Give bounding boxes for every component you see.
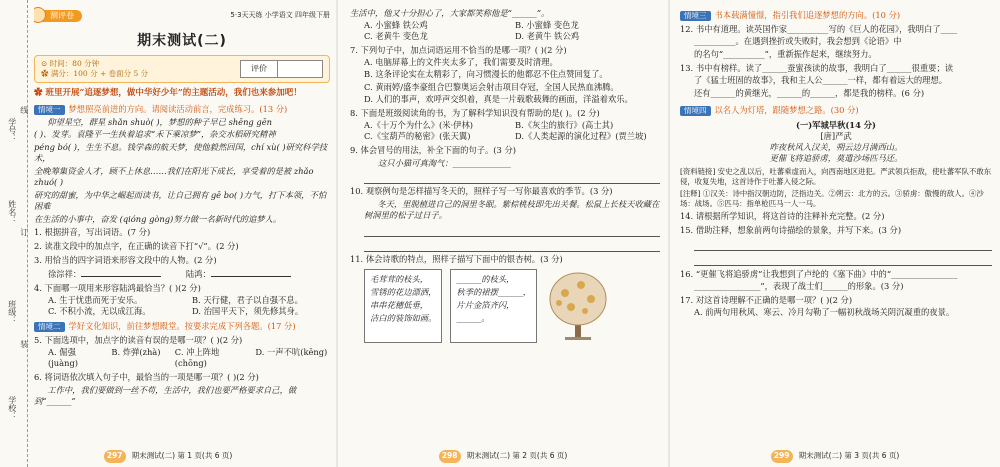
question-1: 1. 根据拼音，写出词语。(7 分): [34, 227, 151, 238]
answer-line[interactable]: [694, 253, 992, 266]
score-label: 评价: [241, 61, 278, 77]
question-6: 6. 将词语依次填入句子中，最恰当的一项是哪一项？( )(2 分): [34, 372, 259, 383]
page-1: [0, 0, 336, 467]
passage-line: ( )、发芽。袁隆平一生执着追求“禾下乘凉梦”，杂交水稻研究精神: [34, 129, 276, 140]
question-6-stem-cont: 生活中，他又十分担心了，大家都笑称他是“______”。: [350, 7, 550, 18]
question-11: 11. 体会诗歌的特点，照样子描写下面中的银杏树。(3 分): [350, 254, 563, 264]
question-17: 17. 对这首诗理解不正确的是哪一项？( )(2 分): [680, 294, 853, 305]
page-number: 299: [771, 450, 793, 463]
question-5-options: [48, 347, 330, 369]
page-2: [338, 0, 668, 467]
question-5: 5. 下面选项中，加点字的读音有误的是哪一项？( )(2 分): [34, 334, 243, 345]
option[interactable]: C.《宝葫芦的秘密》(张天翼): [364, 130, 471, 141]
answer-line[interactable]: [694, 238, 992, 251]
page-3: [670, 0, 1000, 467]
full-score-info: ✿ 满分：100 分 + 卷面分 5 分: [41, 69, 149, 79]
option[interactable]: D. 一声不吭(kēng): [255, 347, 328, 358]
option[interactable]: A. 电脑屏幕上的文件夹太多了，我们需要及时清理。: [364, 57, 558, 68]
annotation-note: [注释] ①汉关：诗中指汉朝边防，泛指边关。②朔云：北方的云。③骄虏：傲慢的敌人。④沙场：战场。⑤匹马：指单枪匹马一人一马。: [680, 188, 984, 208]
question-15: 15. 借助注释，想象前两句诗描绘的景象，并写下来。(3 分): [680, 224, 902, 235]
question-12-line[interactable]: 的名句“__________”，重新振作起来，继续努力。: [694, 49, 877, 60]
q3-answers: 徐淙祥： 陆鸿：: [48, 268, 330, 280]
passage-line: 在生活的小事中，奋发 (qióng gòng)努力做一名新时代的追梦人。: [34, 213, 282, 224]
answer-line[interactable]: [364, 239, 660, 252]
question-10-example: 冬天，里脱植进自己的洞里冬眠。紫棕桃枝即先出关餐。松鼠上长枝天收藏在树洞里的松子过日子。: [364, 199, 660, 221]
option[interactable]: C. 不积小流，无以成江海。: [48, 306, 151, 317]
answer-blank[interactable]: [81, 268, 161, 277]
option[interactable]: B. 天行健，君子以自强不息。: [192, 294, 303, 305]
option[interactable]: C. 冲上阵地(chōng): [174, 347, 220, 369]
question-16[interactable]: 16. “更催飞将追骄虏”让我想到了卢纶的《塞下曲》中的“________________: [680, 268, 958, 279]
page-title: 期末测试(二): [137, 33, 227, 49]
time-info: ⊙ 时间：80 分钟: [41, 58, 100, 68]
section-4-heading: 情境四 以名人为灯塔，跟随梦想之路。(30 分): [680, 105, 992, 116]
option[interactable]: A.《十万个为什么》(米·伊林): [364, 119, 474, 130]
question-8-options: [364, 120, 660, 142]
option[interactable]: A. 倔强(juàng): [48, 347, 78, 369]
side-label-class: 班级：: [7, 300, 17, 324]
question-10: 10. 观察例句是怎样描写冬天的，照样子写一写你最喜欢的季节。(3 分): [350, 186, 613, 197]
option[interactable]: C. 老黄牛 变色龙: [364, 31, 428, 42]
context-note: [资料链接] 安史之乱以后，吐蕃乘虚而入，向西南地区进犯。严武领兵拒敌，使吐蕃军队不敢东侵，收复失地，这首诗作于吐蕃入侵之际。: [680, 167, 992, 187]
question-16-line[interactable]: ________________”，表现了战士们______的形象。(3 分): [694, 281, 904, 292]
reading-heading: (一)军城早秋(14 分): [796, 119, 876, 130]
question-14: 14. 请根据所学知识，将这首诗的注释补充完整。(2 分): [680, 211, 885, 222]
question-12[interactable]: 12. 书中有道理。读英国作家__________写的《巨人的花园》，我明白了____: [680, 23, 958, 34]
question-6-options: [364, 20, 660, 42]
passage-line: 研究的甜蜜，为中华之崛起而读书，让自己拥有 gē bo( )力气，打下本领，不怕困难: [34, 189, 327, 212]
poem-line: 昨夜秋风入汉关，朔云边月满西山。: [769, 141, 903, 152]
score-box[interactable]: [240, 60, 323, 78]
option[interactable]: B. 小蜜蜂 变色龙: [515, 20, 579, 31]
side-label-id: 学号：: [7, 118, 17, 142]
option[interactable]: B. 炸弹(zhà): [111, 347, 161, 358]
question-2: 2. 读准文段中的加点字，在正确的读音下打“√”。(2 分): [34, 241, 239, 252]
side-label-order: 订: [19, 228, 29, 236]
answer-blank[interactable]: [211, 268, 291, 277]
poem-answer-box[interactable]: ______的枝头， 秋季的裙摆______， 片片金箔齐闪， ______。: [450, 269, 537, 343]
option[interactable]: A. 生于忧患而死于安乐。: [48, 294, 143, 305]
poem-example-box: 毛茸茸的枝头， 雪锈的花边漂洒， 串串花穗低垂， 洁白的装饰如画。: [364, 269, 442, 343]
passage-line: 全晚筹集资金人才，顾不上休息……我们在阳光下成长，享受着的是被 zhǎo zhuó( ): [34, 166, 314, 188]
question-6-stem: 工作中，我们要做到一丝不苟，生活中，我们也要严格要求自己，做到“______”: [34, 384, 297, 406]
option[interactable]: A. 前两句用秋风、寒云、冷月勾勒了一幅初秋战场关阴沉凝重的夜景。: [694, 307, 955, 318]
poem-section: [364, 269, 660, 343]
activity-banner: ✿ 班里开展“追逐梦想，做中华好少年”的主题活动，我们也来参加吧！: [34, 88, 302, 99]
option[interactable]: A. 小蜜蜂 铁公鸡: [364, 20, 428, 31]
option[interactable]: D. 人们的事声，欢呼声交织着，真是一片载歌载舞的画面，洋溢着欢乐。: [364, 93, 633, 104]
section-3-heading: 情境三 书本载满憧憬，指引我们追逐梦想的方向。(10 分): [680, 10, 992, 21]
page-footer: 298 期末测试(二) 第 2 页(共 6 页): [338, 450, 668, 463]
side-label-bind: 装: [19, 340, 29, 348]
question-4-options: [48, 295, 330, 317]
page-header: [34, 6, 330, 26]
question-13-line[interactable]: 了《猛士班固的故事》，我和主人公______一样，都有着远大的理想。: [694, 75, 948, 86]
question-7: 7. 下列句子中，加点词语运用不恰当的是哪一项？( )(2 分): [350, 45, 567, 56]
info-box: [34, 55, 330, 83]
option[interactable]: B. 这条评论实在太精彩了，向习惯漫长的他都忍不住点赞回复了。: [364, 69, 608, 80]
side-label-line: 线: [19, 106, 29, 114]
passage-line: péng bó( )，生生不息。钱学森的航天梦，使他毅然回国，chí xù( )研究科学技术，: [34, 142, 328, 164]
side-label-name: 姓名：: [7, 200, 17, 224]
page-footer: 297 期末测试(二) 第 1 页(共 6 页): [0, 450, 336, 463]
question-13[interactable]: 13. 书中有榜样。读了______蚕蜜孩读的故事，我明白了______很重要；读: [680, 62, 954, 73]
page-number: 297: [104, 450, 126, 463]
answer-line[interactable]: [364, 224, 660, 237]
option[interactable]: D.《人类起源的演化过程》(贾兰坡): [515, 130, 647, 141]
question-3: 3. 用恰当的四字词语来形容文段中的人物。(2 分): [34, 254, 217, 265]
test-badge: 测评卷: [34, 10, 82, 23]
question-9-answer[interactable]: 这只小猫可真淘气：______________: [378, 157, 511, 168]
poem-author: [唐]严武: [820, 130, 852, 141]
question-8: 8. 下面是班级阅读角的书，为了解科学知识没有帮助的是( )。(2 分): [350, 107, 600, 118]
question-4: 4. 下面哪一项用来形容陆鸿最恰当？( )(2 分): [34, 282, 201, 293]
binding-margin: [0, 0, 28, 467]
answer-line[interactable]: [364, 171, 660, 184]
page-number: 298: [439, 450, 461, 463]
page-footer: 299 期末测试(二) 第 3 页(共 6 页): [670, 450, 1000, 463]
question-9: 9. 体会冒号的用法，补全下面的句子。(3 分): [350, 144, 516, 155]
question-13-line[interactable]: 还有______的黄继光，______的______，都是我的榜样。(6 分): [694, 88, 925, 99]
section-1-heading: 情境一 梦想照亮前进的方向。请阅读活动前言，完成练习。(13 分): [34, 104, 330, 115]
option[interactable]: C. 黄雨婷/盛李豪组合巴黎奥运会射击项目夺冠，全国人民热血沸腾。: [364, 81, 619, 92]
series-label: 5·3天天练 小学语文 四年级下册: [230, 11, 330, 20]
passage-line: 仰望星空，群星 shǎn shuò( )，梦想的种子早已 shēng gēn: [47, 116, 272, 127]
section-2-heading: 情境二 学好文化知识，前往梦想殿堂。按要求完成下列各题。(17 分): [34, 321, 330, 332]
option[interactable]: D. 老黄牛 铁公鸡: [515, 31, 580, 42]
question-12-line[interactable]: __________。在遇到挫折或失败时，我会想到《论语》中: [694, 36, 902, 47]
side-label-school: 学校：: [7, 396, 17, 420]
mascot-icon: [34, 7, 46, 23]
ginkgo-tree-icon: [545, 269, 611, 343]
poem-line: 更催飞将追骄虏，莫遣沙场匹马还。: [769, 153, 903, 164]
option[interactable]: D. 治国平天下，须先修其身。: [192, 306, 304, 317]
foreword-passage: [34, 117, 330, 225]
option[interactable]: B.《灰尘的旅行》(高士其): [515, 119, 614, 130]
